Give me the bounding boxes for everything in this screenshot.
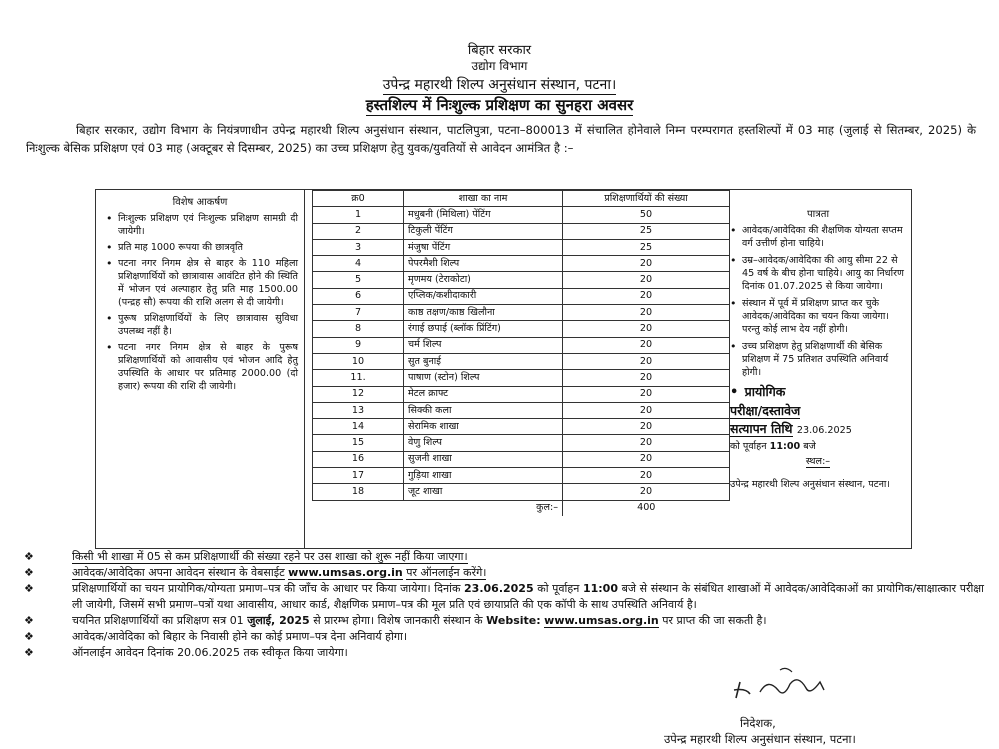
- exam-line-2: परीक्षा/दस्तावेज: [730, 403, 801, 418]
- row-count: 20: [563, 272, 730, 288]
- table-row: [313, 321, 730, 337]
- row-count: 25: [563, 223, 730, 239]
- note-item: [24, 549, 984, 565]
- note-text: आवेदक/आवेदिका अपना आवेदन संस्थान के वेबसाईट: [72, 566, 285, 579]
- note-item: [24, 629, 984, 645]
- row-count: 20: [563, 484, 730, 500]
- table-row: [313, 223, 730, 239]
- row-count: 25: [563, 239, 730, 255]
- exam-date-block: [726, 383, 910, 453]
- exam-line-1: प्रायोगिक: [744, 384, 786, 399]
- row-count: 20: [563, 435, 730, 451]
- website-link[interactable]: www.umsas.org.in: [544, 614, 659, 627]
- note-text: को पूर्वाहन: [537, 582, 580, 595]
- signatory-institute: उपेन्द्र महारथी शिल्प अनुसंधान संस्थान, पटना।: [664, 732, 856, 746]
- table-row: [313, 207, 730, 223]
- note-text: किसी भी शाखा में 05 से कम प्रशिक्षणार्थी की संख्या रहने पर उस शाखा को शुरू नहीं किया जाएगा।: [72, 550, 468, 563]
- note-item: [24, 613, 984, 629]
- row-serial: 6: [313, 288, 404, 304]
- note-text: ऑनलाईन आवेदन दिनांक: [72, 646, 174, 659]
- eligibility-item: • संस्थान में पूर्व में प्रशिक्षण प्राप्त कर चुके आवेदक/आवेदिका का चयन किया जायेगा। परन्तु कोई लाभ देय नहीं होगी।: [730, 297, 904, 336]
- row-branch: मृणमय (टेराकोटा): [404, 272, 563, 288]
- row-branch: सुत बुनाई: [404, 353, 563, 369]
- website-label: Website:: [486, 614, 541, 627]
- row-count: 20: [563, 305, 730, 321]
- row-serial: 10: [313, 353, 404, 369]
- row-serial: 18: [313, 484, 404, 500]
- row-branch: वेणु शिल्प: [404, 435, 563, 451]
- note-text: चयनित प्रशिक्षणार्थियों का प्रशिक्षण सत्र 01: [72, 614, 244, 627]
- row-branch: रंगाई छपाई (ब्लॉक प्रिंटिंग): [404, 321, 563, 337]
- row-branch: सिक्की कला: [404, 402, 563, 418]
- table-row: [313, 468, 730, 484]
- row-serial: 16: [313, 451, 404, 467]
- note-date: जुलाई, 2025: [247, 614, 310, 627]
- feature-item: • प्रति माह 1000 रूपया की छात्रवृति: [104, 241, 298, 254]
- row-branch: पेपरमैशी शिल्प: [404, 256, 563, 272]
- signatory-title: निदेशक,: [740, 716, 776, 730]
- exam-time: 11:00: [769, 441, 801, 452]
- features-list: [96, 212, 304, 393]
- note-text: पर प्राप्त की जा सकती है।: [662, 614, 767, 627]
- row-count: 20: [563, 468, 730, 484]
- features-title: विशेष आकर्षण: [172, 197, 228, 208]
- notes-list: [24, 549, 984, 661]
- row-serial: 9: [313, 337, 404, 353]
- row-branch: सेरामिक शाखा: [404, 419, 563, 435]
- table-row: [313, 272, 730, 288]
- row-branch: मेटल क्राफ्ट: [404, 386, 563, 402]
- feature-item: • निःशुल्क प्रशिक्षण एवं निःशुल्क प्रशिक्षण सामग्री दी जायेगी।: [104, 212, 298, 238]
- govt-title: बिहार सरकार: [467, 43, 532, 58]
- total-row: [313, 500, 730, 516]
- table-row: [313, 305, 730, 321]
- row-count: 20: [563, 353, 730, 369]
- row-serial: 11.: [313, 370, 404, 386]
- feature-item: • पुरूष प्रशिक्षणार्थियों के लिए छात्रावास सुविधा उपलब्ध नहीं है।: [104, 312, 298, 338]
- row-branch: पाषाण (स्टोन) शिल्प: [404, 370, 563, 386]
- diamond-bullet-icon: ❖: [24, 550, 34, 563]
- trades-table: [312, 190, 730, 516]
- note-text: आवेदक/आवेदिका को बिहार के निवासी होने का कोई प्रमाण–पत्र देना अनिवार्य होगा।: [72, 630, 408, 643]
- exam-line-3: सत्यापन तिथि: [730, 421, 793, 436]
- eligibility-item: • आवेदक/आवेदिका की शैक्षणिक योग्यता सप्तम वर्ग उत्तीर्ण होना चाहिये।: [730, 224, 904, 250]
- total-value: 400: [563, 500, 730, 516]
- header-count: प्रशिक्षणार्थियों की संख्या: [563, 191, 730, 207]
- row-serial: 17: [313, 468, 404, 484]
- diamond-bullet-icon: ❖: [24, 566, 34, 579]
- note-time: 11:00: [582, 582, 618, 595]
- total-empty: [313, 500, 404, 516]
- diamond-bullet-icon: ❖: [24, 614, 34, 627]
- row-serial: 7: [313, 305, 404, 321]
- eligibility-title: पात्रता: [806, 209, 830, 220]
- table-row: [313, 353, 730, 369]
- row-serial: 14: [313, 419, 404, 435]
- table-header-row: [313, 191, 730, 207]
- total-label: कुल:–: [404, 500, 563, 516]
- eligibility-list: [726, 224, 910, 379]
- exam-heading: [730, 383, 910, 402]
- eligibility-item: • उम्र–आवेदक/आवेदिका की आयु सीमा 22 से 45 वर्ष के बीच होना चाहिये। आयु का निर्धारण दिनांक 01.07.2025 से किया जायेगा।: [730, 254, 904, 293]
- note-text: से प्रारम्भ होगा। विशेष जानकारी संस्थान के: [313, 614, 483, 627]
- features-panel: [96, 190, 305, 548]
- header-serial: क्र0: [313, 191, 404, 207]
- row-serial: 3: [313, 239, 404, 255]
- row-count: 20: [563, 337, 730, 353]
- intro-paragraph: बिहार सरकार, उद्योग विभाग के नियंत्रणाधीन उपेन्द्र महारथी शिल्प अनुसंधान संस्थान, पाटलिपुत्रा, पटना–800013 में संचालित होनेवाले निम्न परम्परागत हस्तशिल्पों में 03 माह (जुलाई से सितम्बर, 2025) के निःशुल्क बेसिक प्रशिक्षण एवं 03 माह (अक्टूबर से दिसम्बर, 2025) का उच्च प्रशिक्षण हेतु युवक/युवतियों से आवेदन आमंत्रित है :–: [26, 123, 976, 155]
- row-branch: काष्ठ तक्षण/काष्ठ खिलौना: [404, 305, 563, 321]
- diamond-bullet-icon: ❖: [24, 630, 34, 643]
- table-row: [313, 239, 730, 255]
- exam-date: 23.06.2025: [796, 425, 852, 436]
- table-row: [313, 451, 730, 467]
- row-count: 20: [563, 321, 730, 337]
- website-link[interactable]: www.umsas.org.in: [288, 566, 403, 579]
- table-row: [313, 288, 730, 304]
- table-row: [313, 402, 730, 418]
- row-count: 20: [563, 370, 730, 386]
- note-text: बजे से संस्थान के संबंधित शाखाओं में आवेदक/आवेदिकाओं का प्रायोगिक/साक्षात्कार परीक्षा ली जायेगी, जिसमें सभी प्रमाण–पत्रों यथा आवासीय, आधार कार्ड, शैक्षणिक प्रमाण–पत्र की मूल प्रति एवं छायाप्रति की एक कॉपी के साथ उपस्थिति अनिवार्य है।: [72, 582, 985, 611]
- institute-title: उपेन्द्र महारथी शिल्प अनुसंधान संस्थान, पटना।: [382, 77, 617, 93]
- row-serial: 4: [313, 256, 404, 272]
- row-branch: गुड़िया शाखा: [404, 468, 563, 484]
- note-text: तक स्वीकृत किया जायेगा।: [243, 646, 348, 659]
- row-serial: 12: [313, 386, 404, 402]
- signature-image: [720, 660, 850, 710]
- exam-heading-2: [730, 402, 910, 420]
- exam-bullet: •: [730, 385, 739, 400]
- venue-label: स्थल:–: [805, 456, 831, 467]
- table-row: [313, 256, 730, 272]
- table-row: [313, 386, 730, 402]
- exam-time-prefix: को पूर्वाहन: [730, 441, 767, 452]
- row-serial: 5: [313, 272, 404, 288]
- row-serial: 1: [313, 207, 404, 223]
- row-branch: मंजुषा पेंटिंग: [404, 239, 563, 255]
- row-count: 50: [563, 207, 730, 223]
- table-row: [313, 337, 730, 353]
- table-body: [313, 207, 730, 516]
- row-serial: 13: [313, 402, 404, 418]
- row-serial: 8: [313, 321, 404, 337]
- venue-text: उपेन्द्र महारथी शिल्प अनुसंधान संस्थान, पटना।: [730, 478, 891, 490]
- row-count: 20: [563, 451, 730, 467]
- feature-item: • पटना नगर निगम क्षेत्र से बाहर के 110 महिला प्रशिक्षणार्थियों को छात्रावास आवंटित होने की स्थिति में भोजन एवं अल्पाहार हेतु प्रति माह 1500.00 (पन्द्रह सौ) रूपया की राशि अलग से दी जायेगी।: [104, 257, 298, 309]
- row-branch: चर्म शिल्प: [404, 337, 563, 353]
- row-count: 20: [563, 256, 730, 272]
- row-branch: मधुबनी (मिथिला) पेंटिंग: [404, 207, 563, 223]
- note-item: [24, 565, 984, 581]
- header-branch: शाखा का नाम: [404, 191, 563, 207]
- row-count: 20: [563, 402, 730, 418]
- row-branch: सुजनी शाखा: [404, 451, 563, 467]
- department-title: उद्योग विभाग: [471, 59, 528, 73]
- note-item: [24, 581, 984, 613]
- note-text: पर ऑनलाईन करेंगे।: [406, 566, 487, 579]
- row-branch: टिकुली पेंटिंग: [404, 223, 563, 239]
- eligibility-panel: [726, 190, 910, 491]
- row-branch: एप्लिक/कशीदाकारी: [404, 288, 563, 304]
- note-date: 20.06.2025: [177, 646, 241, 659]
- exam-time-suffix: बजे: [803, 441, 816, 452]
- table-row: [313, 435, 730, 451]
- table-row: [313, 419, 730, 435]
- table-row: [313, 484, 730, 500]
- exam-time-line: [730, 440, 910, 453]
- exam-heading-3: [730, 420, 910, 440]
- page-title: हस्तशिल्प में निःशुल्क प्रशिक्षण का सुनहरा अवसर: [365, 96, 634, 114]
- note-item: [24, 645, 984, 661]
- note-date: 23.06.2025: [464, 582, 534, 595]
- row-serial: 2: [313, 223, 404, 239]
- details-box: [95, 189, 912, 549]
- table-row: [313, 370, 730, 386]
- feature-item: • पटना नगर निगम क्षेत्र से बाहर के पुरूष प्रशिक्षणार्थियों को आवासीय एवं भोजन आदि हेतु उपस्थिति के आधार पर प्रतिमाह 2000.00 (दो हजार) रूपया की राशि दी जायेगी।: [104, 341, 298, 393]
- note-text: प्रशिक्षणार्थियों का चयन प्रायोगिक/योग्यता प्रमाण–पत्र की जाँच के आधार पर किया जायेगा। दिनांक: [72, 582, 461, 595]
- row-count: 20: [563, 288, 730, 304]
- row-count: 20: [563, 419, 730, 435]
- row-count: 20: [563, 386, 730, 402]
- eligibility-item: • उच्च प्रशिक्षण हेतु प्रशिक्षणार्थी की बेसिक प्रशिक्षण में 75 प्रतिशत उपस्थिति अनिवार्य होगी।: [730, 340, 904, 379]
- row-serial: 15: [313, 435, 404, 451]
- diamond-bullet-icon: ❖: [24, 646, 34, 659]
- row-branch: जूट शाखा: [404, 484, 563, 500]
- diamond-bullet-icon: ❖: [24, 582, 34, 595]
